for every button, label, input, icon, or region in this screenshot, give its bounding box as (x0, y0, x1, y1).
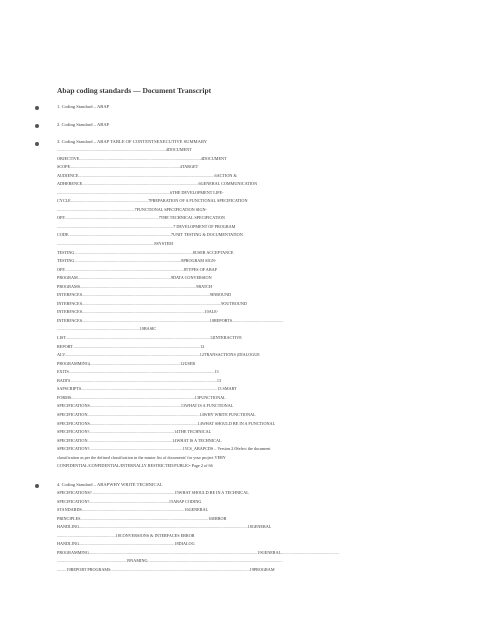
toc-line: PROGRAMMING)......................................................................................12USER (57, 360, 196, 366)
toc-line: SPECIFICATION...........................................................................................................14WHY WRITE FUNCTIONAL (57, 411, 256, 417)
toc-line: SPECIFICATION?.........................................................................................15CS_ABAPCDS – Version 2.0Select the document (57, 446, 271, 452)
toc-line: INTERFACES..........................................................................................................................10REPORTS................................................. (57, 317, 284, 323)
bullet-1 (35, 106, 39, 110)
document-title: Abap coding standards — Document Transcript (57, 86, 212, 95)
toc-line: .........19REPORT PROGRAMS.....................................................................................................................................19PROGRAM (57, 566, 275, 572)
toc-line: .............................................................................................8SYSTEM (57, 241, 173, 247)
toc-line: REPORT..........................................................................................................................12 (57, 343, 205, 349)
list-item-4: 4. Coding Standard – ABAPWHY WRITE TECHNICAL (57, 482, 163, 487)
toc-line: INTERFACES.....................................................................................................................................9OUTBOUND (57, 300, 247, 306)
toc-line: OFF..........................................................................................7THE TECHNICAL SPECIFICATION (57, 215, 225, 221)
list-item-3: 3. Coding Standard – ABAP TABLE OF CONTENTSEXECUTIVE SUMMARY (57, 139, 208, 144)
list-item-1: 1. Coding Standard – ABAP (57, 104, 110, 109)
toc-line: SAPSCRIPTS..................................................................................................................................13 SMART (57, 386, 237, 392)
list-item-2: 2. Coding Standard – ABAP (57, 122, 110, 127)
toc-line: SPECIFICATIONS?...............................................................................15WHAT SHOULD BE IN A TECHNICAL (57, 490, 249, 495)
toc-line: OFF..................................................................................................................8TYPES OF ABAP (57, 266, 217, 272)
toc-line: INTERFACES..........................................................................................................................9INBOUND (57, 292, 232, 298)
toc-line: HANDLING...........................................................................................18DIALOG (57, 541, 195, 547)
toc-line: BADI'S............................................................................................................................................13 (57, 377, 222, 383)
toc-line: INTERFACES.....................................................................................................................10ALE- (57, 309, 219, 315)
toc-line: SPECIFICATIONS.......................................................................................13WHAT IS A FUNCTIONAL (57, 403, 234, 409)
toc-line: ..........................................................................7FUNCTIONAL SPECIFICATION SIGN- (57, 206, 207, 212)
table-of-contents-block-1 (57, 146, 357, 471)
table-of-contents-block-2 (57, 489, 357, 574)
toc-line: LIST..........................................................................................................................................12INTERACTIVE (57, 335, 242, 341)
toc-line: ........................................................18CONVERSIONS & INTERFACES ERROR (57, 532, 195, 538)
toc-line: PRINCIPLES..........................................................................................................................16ERROR (57, 515, 227, 521)
toc-line: ADHERENCE...............................................................................................................6GENERAL COMMUNICATION (57, 181, 258, 187)
toc-line: EXITS...........................................................................................................................................13 (57, 369, 219, 375)
toc-line: ...............................................................................................................7 DEVELOPMENT OF PROGRAM (57, 223, 236, 229)
toc-line: ..................................................................19NAMING................................................................................................................................. (57, 558, 283, 564)
toc-line: PROGRAMMING.................................................................................................................................................................19GENERAL....................................................... (57, 549, 339, 555)
toc-line: FORMS......................................................................................................................13FUNCTIONAL (57, 394, 226, 400)
toc-line: classification as per the defined classification in the master list of documents' for your project VERY (57, 454, 226, 460)
toc-line: SPECIFICATION?............................................................................15ABAP CODING (57, 498, 202, 504)
bullet-2 (35, 124, 39, 128)
toc-line: ALV.................................................................................................................................12TRANSACTIONS (DIALOGUE (57, 352, 260, 358)
toc-line: ........................................................................................................4DOCUMENT (57, 147, 192, 152)
toc-line: ...............................................................................10BASIC (57, 326, 157, 332)
toc-line: SCOPE.........................................................................................................4TARGET (57, 164, 199, 170)
toc-line: OBJECTIVE....................................................................................................................4DOCUMENT (57, 155, 227, 161)
toc-line: HANDLING.................................................................................................................................................................18GENERAL (57, 524, 272, 530)
toc-line: ............................................................................................................6THE DEVELOPMENT LIFE- (57, 189, 224, 195)
toc-line: CYCLE..........................................................................7PREPARATION OF A FUNCTIONAL SPECIFICATION (57, 198, 248, 204)
toc-line: CODE..................................................................................................7UNIT TESTING & DOCUMENTATION (57, 232, 243, 238)
toc-line: SPECIFICATION.................................................................................14WHAT IS A TECHNICAL (57, 437, 222, 443)
toc-line: PROGRAM.........................................................................................9DATA CONVERSION (57, 275, 212, 281)
toc-line: PROGRAMS...............................................................................................................9BATCH (57, 283, 213, 289)
toc-line: SPECIFICATION?.................................................................................14THE TECHNICAL (57, 429, 212, 435)
toc-line: CONFIDENTIAL/CONFIDENTIAL/INTERNALLY RESTRICTED/PUBLIC• Page 2 of 66 (57, 463, 213, 469)
toc-line: TESTING......................................................................................................8PROGRAM SIGN- (57, 258, 217, 264)
bullet-4 (35, 484, 39, 488)
bullet-3 (35, 142, 39, 146)
toc-line: TESTING.................................................................................................................8USER ACCEPTANCE (57, 249, 234, 255)
toc-line: STANDARDS..................................................................................................16GENERAL (57, 507, 209, 513)
toc-line: AUDIENCE..................................................................................................................................6ACTION & (57, 172, 237, 178)
toc-line: SPECIFICATIONS.......................................................................................................14WHAT SHOULD BE IN A FUNCTIONAL (57, 420, 276, 426)
